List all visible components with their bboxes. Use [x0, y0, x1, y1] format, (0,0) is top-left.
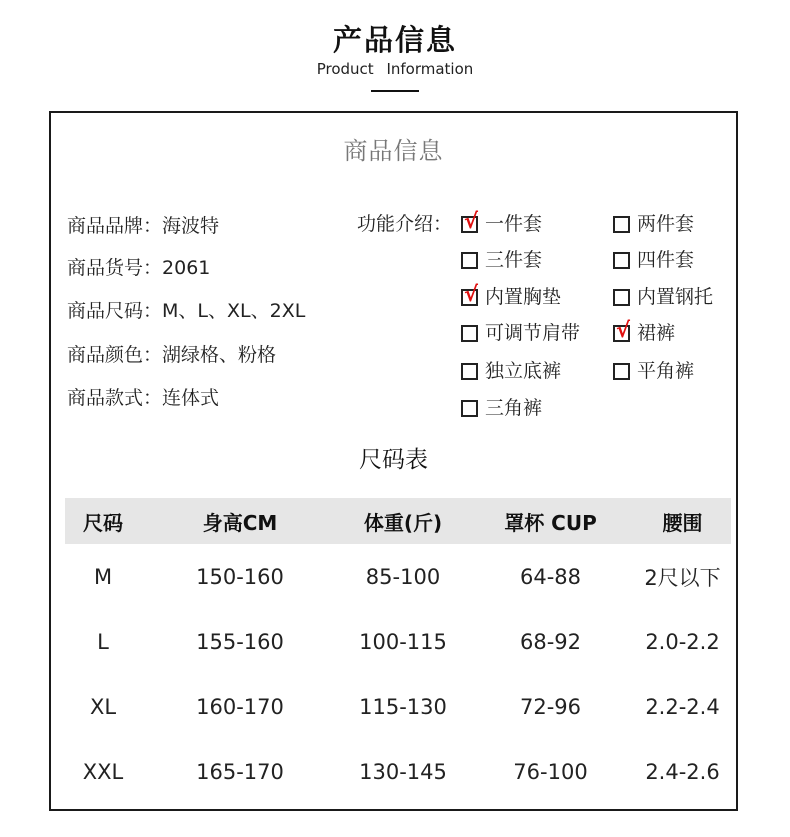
feature-option[interactable]	[461, 396, 542, 420]
feature-option[interactable]	[613, 212, 694, 236]
feature-option[interactable]	[461, 321, 580, 345]
info-value: M、L、XL、2XL	[162, 300, 306, 322]
feature-option[interactable]	[613, 359, 694, 383]
table-cell: M	[93, 564, 113, 589]
table-header-row	[65, 498, 731, 544]
feature-option[interactable]	[461, 248, 542, 272]
check-icon: √	[464, 209, 479, 233]
column-header: 腰围	[634, 498, 731, 544]
check-icon: √	[616, 318, 631, 342]
feature-checkbox[interactable]	[461, 209, 479, 233]
feature-checkbox[interactable]	[461, 252, 478, 269]
feature-label: 四件套	[637, 249, 695, 271]
info-value: 湖绿格、粉格	[162, 344, 277, 366]
table-cell: 68-92	[519, 629, 582, 654]
feature-label: 三角裤	[485, 397, 543, 419]
info-row-item-number	[67, 253, 210, 280]
size-chart-table	[65, 498, 731, 804]
table-cell: L	[97, 629, 109, 654]
info-value: 连体式	[162, 387, 220, 409]
table-cell: 2.0-2.2	[645, 629, 720, 654]
table-cell: 72-96	[519, 694, 582, 719]
info-separator: ：	[143, 300, 163, 322]
info-value: 2061	[162, 257, 211, 279]
info-row-size	[67, 296, 305, 323]
product-info-panel	[49, 111, 738, 811]
table-cell: 76-100	[513, 759, 588, 784]
table-cell: XL	[89, 694, 117, 719]
info-row-brand	[67, 211, 219, 238]
info-value: 海波特	[162, 215, 220, 237]
feature-label: 可调节肩带	[485, 322, 581, 344]
table-row	[65, 609, 731, 674]
info-label: 商品颜色	[67, 344, 144, 366]
table-row	[65, 544, 731, 609]
table-row	[65, 739, 731, 804]
feature-checkbox[interactable]	[461, 325, 478, 342]
panel-title: 商品信息	[343, 137, 444, 165]
table-cell: 100-115	[359, 629, 447, 654]
feature-checkbox[interactable]	[613, 289, 630, 306]
feature-label: 三件套	[485, 249, 543, 271]
feature-option[interactable]	[461, 282, 562, 309]
feature-checkbox[interactable]	[613, 216, 630, 233]
table-cell: 130-145	[359, 759, 447, 784]
table-cell: 2.2-2.4	[645, 694, 720, 719]
info-row-style	[67, 383, 219, 410]
table-cell: 85-100	[365, 564, 441, 589]
feature-checkbox[interactable]	[461, 400, 478, 417]
table-row	[65, 674, 731, 739]
check-icon: √	[464, 282, 479, 306]
table-cell: XXL	[82, 759, 124, 784]
feature-label: 一件套	[485, 213, 543, 235]
feature-label: 独立底裤	[485, 360, 562, 382]
feature-option[interactable]	[461, 209, 543, 236]
table-cell: 2尺以下	[644, 565, 721, 590]
info-separator: ：	[143, 344, 163, 366]
info-separator: ：	[143, 215, 163, 237]
column-header: 尺码	[65, 498, 141, 544]
feature-label: 裙裤	[637, 322, 676, 344]
feature-option[interactable]	[461, 359, 561, 383]
info-label: 商品货号	[67, 257, 144, 279]
table-cell: 165-170	[196, 759, 284, 784]
feature-checkbox[interactable]	[613, 363, 630, 380]
feature-label: 两件套	[637, 213, 695, 235]
info-label: 商品款式	[67, 387, 144, 409]
column-header: 体重(斤)	[339, 498, 467, 544]
column-header: 罩杯 CUP	[467, 498, 634, 544]
feature-label: 内置钢托	[637, 286, 714, 308]
feature-checkbox[interactable]	[461, 282, 479, 306]
page-title: 产品信息	[332, 23, 457, 57]
table-cell: 155-160	[196, 629, 284, 654]
title-underline	[371, 90, 419, 92]
feature-label: 内置胸垫	[485, 286, 562, 308]
table-cell: 64-88	[519, 564, 582, 589]
size-chart-title: 尺码表	[359, 447, 428, 473]
feature-option[interactable]	[613, 248, 694, 272]
feature-checkbox[interactable]	[461, 363, 478, 380]
feature-label: 平角裤	[637, 360, 695, 382]
column-header: 身高CM	[141, 498, 339, 544]
table-cell: 150-160	[196, 564, 284, 589]
feature-option[interactable]	[613, 285, 713, 309]
info-label: 商品品牌	[67, 215, 144, 237]
feature-checkbox[interactable]	[613, 252, 630, 269]
table-cell: 115-130	[359, 694, 447, 719]
info-label: 商品尺码	[67, 300, 144, 322]
info-row-color	[67, 340, 276, 367]
features-label: 功能介绍：	[357, 213, 453, 235]
table-cell: 160-170	[196, 694, 284, 719]
info-separator: ：	[143, 257, 163, 279]
feature-checkbox[interactable]	[613, 318, 631, 342]
info-separator: ：	[143, 387, 163, 409]
table-cell: 2.4-2.6	[645, 759, 720, 784]
feature-option[interactable]	[613, 318, 676, 345]
page-subtitle: Product Information	[316, 60, 474, 78]
